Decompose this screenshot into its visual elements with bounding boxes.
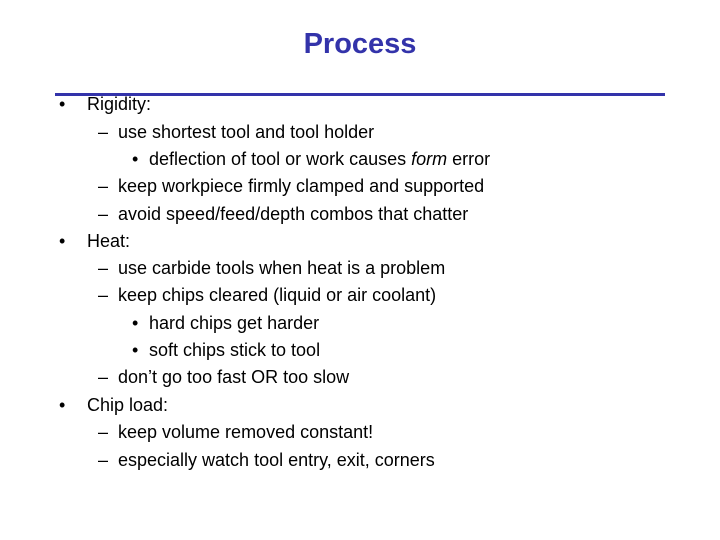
bullet-marker: • [59,94,66,114]
list-item-text: soft chips stick to tool [149,340,321,360]
dash-marker: – [98,122,109,142]
bullet-marker: • [59,231,66,251]
slide-title: Process [303,28,417,60]
list-item-text: avoid speed/feed/depth combos that chatter [118,204,469,224]
dash-marker: – [98,285,109,305]
dash-marker: – [98,258,109,278]
list-item-text: especially watch tool entry, exit, corners [118,450,435,470]
list-item-text: use carbide tools when heat is a problem [118,258,446,278]
dash-marker: – [98,450,109,470]
list-item-text: Heat: [87,231,131,251]
dash-marker: – [98,367,109,387]
bullet-marker: • [132,340,139,360]
dash-marker: – [98,204,109,224]
list-item-text: keep volume removed constant! [118,422,374,442]
list-item-text [149,147,490,171]
bullet-marker: • [132,149,139,169]
dash-marker: – [98,176,109,196]
bullet-marker: • [59,395,66,415]
bullet-marker: • [132,313,139,333]
list-item-text: don’t go too fast OR too slow [118,367,350,387]
list-item-text: use shortest tool and tool holder [118,122,375,142]
text-run: deflection of tool or work causes [149,149,412,169]
list-item-text: Chip load: [87,395,169,415]
list-item-text: hard chips get harder [149,313,320,333]
list-item-text: Rigidity: [87,94,152,114]
list-item-text: keep workpiece firmly clamped and supported [118,176,485,196]
list-item-text: keep chips cleared (liquid or air coolant) [118,285,437,305]
italic-text: form [411,149,448,169]
dash-marker: – [98,422,109,442]
text-run: error [447,149,491,169]
